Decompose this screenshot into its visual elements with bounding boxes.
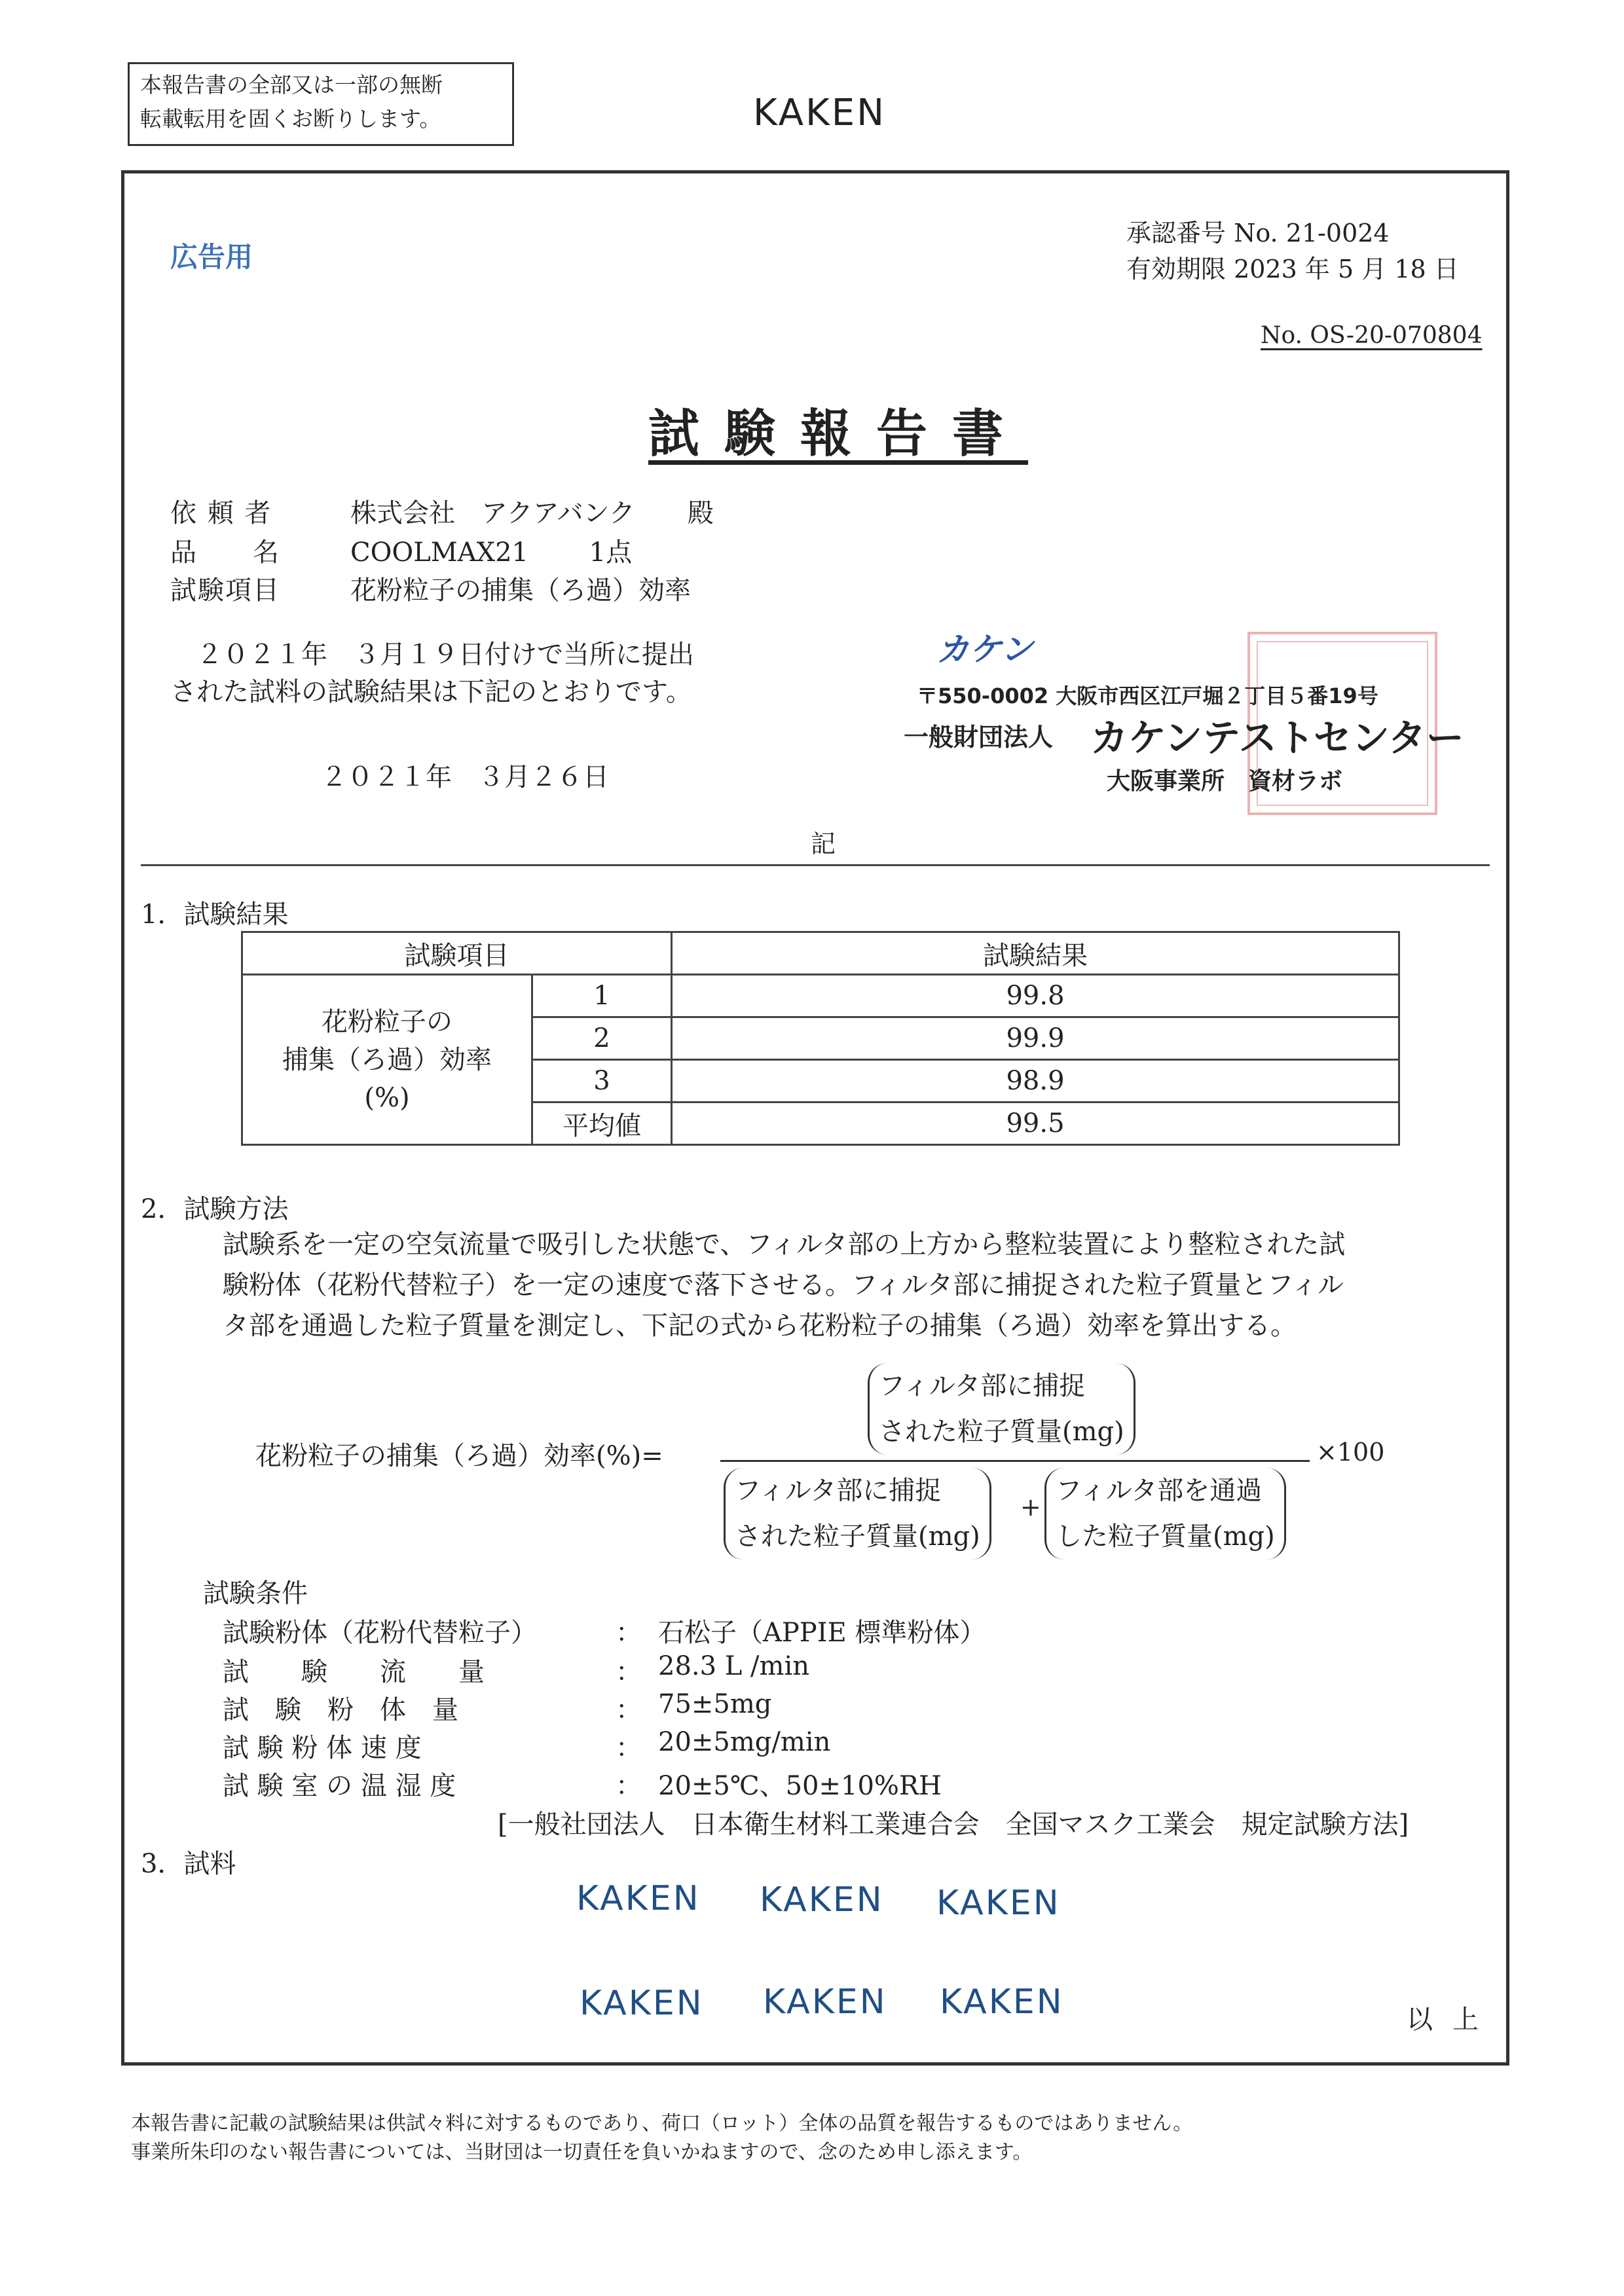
denominator-a-line-1: フィルタ部に捕捉 <box>735 1476 942 1506</box>
trial-cell: 2 <box>532 1017 672 1060</box>
item-label-line-1: 花粉粒子の <box>322 1006 452 1037</box>
info-value-test-item: 花粉粒子の捕集（ろ過）効率 <box>350 575 691 606</box>
formula-label: 花粉粒子の捕集（ろ過）効率(%)= <box>255 1441 663 1471</box>
condition-value: 75±5mg <box>658 1689 772 1719</box>
trial-cell: 1 <box>532 975 672 1017</box>
condition-colon: ： <box>616 1695 642 1725</box>
condition-value: 石松子（APPIE 標準粉体） <box>658 1618 986 1648</box>
sample-logo: KAKEN <box>763 1982 887 2022</box>
info-label-product: 品 名 <box>170 538 280 568</box>
item-label-line-3: (%) <box>364 1082 410 1113</box>
org-logo: カケン <box>936 630 1033 668</box>
sample-logo: KAKEN <box>760 1880 884 1920</box>
conditions-source: [一般社団法人 日本衛生材料工業連合会 全国マスク工業会 規定試験方法] <box>498 1810 1409 1840</box>
org-address: 〒550-0002 大阪市西区江戸堀２丁目５番19号 <box>917 683 1378 708</box>
notice-line-2: 転載転用を固くお断りします。 <box>140 106 441 132</box>
condition-label: 試 験 粉 体 速 度 <box>223 1733 422 1763</box>
formula-numerator <box>868 1363 1135 1455</box>
result-cell: 98.9 <box>672 1060 1399 1102</box>
condition-colon: ： <box>616 1771 642 1801</box>
condition-label: 試 験 室 の 温 湿 度 <box>223 1771 456 1801</box>
results-table <box>241 931 1400 1146</box>
footer-note-2: 事業所朱印のない報告書については、当財団は一切責任を負いかねますので、念のため申し添えます。 <box>131 2141 1033 2164</box>
denominator-a-line-2: された粒子質量(mg) <box>735 1522 980 1552</box>
intro-line-2: された試料の試験結果は下記のとおりです。 <box>170 677 692 707</box>
copyright-notice-box <box>128 62 514 146</box>
section-2-title: 2．試験方法 <box>141 1194 289 1224</box>
fraction-line <box>720 1460 1310 1462</box>
condition-value: 20±5mg/min <box>658 1727 831 1757</box>
denominator-b-line-2: した粒子質量(mg) <box>1056 1522 1275 1552</box>
numerator-line-1: フィルタ部に捕捉 <box>879 1371 1086 1401</box>
footer-note-1: 本報告書に記載の試験結果は供試々料に対するものであり、荷口（ロット）全体の品質を報告するものではありません。 <box>131 2112 1193 2135</box>
condition-label: 試 験 流 量 <box>223 1657 485 1687</box>
condition-value: 28.3 L /min <box>658 1651 810 1681</box>
result-cell: 99.8 <box>672 975 1399 1017</box>
condition-colon: ： <box>616 1733 642 1763</box>
table-header-row <box>242 932 1399 975</box>
trial-cell: 平均値 <box>532 1102 672 1145</box>
org-name: カケンテストセンター <box>1090 716 1464 760</box>
method-line-3: タ部を通過した粒子質量を測定し、下記の式から花粉粒子の捕集（ろ過）効率を算出する。 <box>223 1311 1297 1341</box>
condition-colon: ： <box>616 1657 642 1687</box>
method-description <box>223 1224 1493 1346</box>
info-label-client: 依 頼 者 <box>170 498 272 528</box>
intro-line-1: ２０２１年 ３月１９日付けで当所に提出 <box>196 640 694 670</box>
table-row <box>242 975 1399 1017</box>
section-1-title: 1．試験結果 <box>141 900 289 930</box>
result-cell: 99.9 <box>672 1017 1399 1060</box>
org-type: 一般財団法人 <box>904 723 1054 752</box>
method-line-2: 験粉体（花粉代替粒子）を一定の速度で落下させる。フィルタ部に捕捉された粒子質量とフィル <box>223 1270 1344 1300</box>
report-title: 試験報告書 <box>648 404 1029 464</box>
header-logo: KAKEN <box>753 92 887 134</box>
report-number: No. OS-20-070804 <box>1261 322 1483 349</box>
denominator-b-line-1: フィルタ部を通過 <box>1056 1476 1263 1506</box>
report-date: ２０２１年 ３月２６日 <box>321 762 609 792</box>
item-label-line-2: 捕集（ろ過）効率 <box>282 1044 492 1075</box>
section-3-title: 3．試料 <box>141 1849 236 1879</box>
org-division: 大阪事業所 資材ラボ <box>1107 768 1343 795</box>
numerator-line-2: された粒子質量(mg) <box>879 1417 1124 1447</box>
formula-denominator-a <box>724 1468 991 1559</box>
sample-logo: KAKEN <box>936 1884 1061 1923</box>
sample-logo: KAKEN <box>580 1984 704 2023</box>
approval-number: 承認番号 No. 21-0024 <box>1126 219 1390 247</box>
header-test-item: 試験項目 <box>242 932 672 975</box>
divider-rule <box>141 864 1490 866</box>
formula-multiplier: ×100 <box>1316 1438 1385 1467</box>
header-test-result: 試験結果 <box>672 932 1399 975</box>
info-value-product: COOLMAX21 1点 <box>350 538 633 568</box>
condition-label: 試験粉体（花粉代替粒子） <box>223 1618 537 1648</box>
sample-logo: KAKEN <box>940 1982 1064 2022</box>
end-mark: 以上 <box>1407 2005 1498 2035</box>
formula-plus: + <box>1020 1493 1041 1522</box>
condition-label: 試 験 粉 体 量 <box>223 1695 458 1725</box>
sample-logo: KAKEN <box>576 1879 701 1918</box>
approval-validity: 有効期限 2023 年 5 月 18 日 <box>1126 255 1459 283</box>
info-value-client: 株式会社 アクアバンク 殿 <box>350 498 714 528</box>
ad-label: 広告用 <box>170 241 253 273</box>
method-line-1: 試験系を一定の空気流量で吸引した状態で、フィルタ部の上方から整粒装置により整粒された試 <box>223 1230 1346 1260</box>
trial-cell: 3 <box>532 1060 672 1102</box>
info-label-test-item: 試験項目 <box>170 575 280 606</box>
conditions-title: 試験条件 <box>203 1578 308 1609</box>
formula-denominator-b <box>1044 1468 1286 1559</box>
notice-line-1: 本報告書の全部又は一部の無断 <box>140 72 443 98</box>
ki-mark: 記 <box>811 829 836 858</box>
result-cell: 99.5 <box>672 1102 1399 1145</box>
item-label-cell <box>242 975 532 1145</box>
condition-value: 20±5℃、50±10%RH <box>658 1771 942 1801</box>
condition-colon: ： <box>616 1618 642 1648</box>
